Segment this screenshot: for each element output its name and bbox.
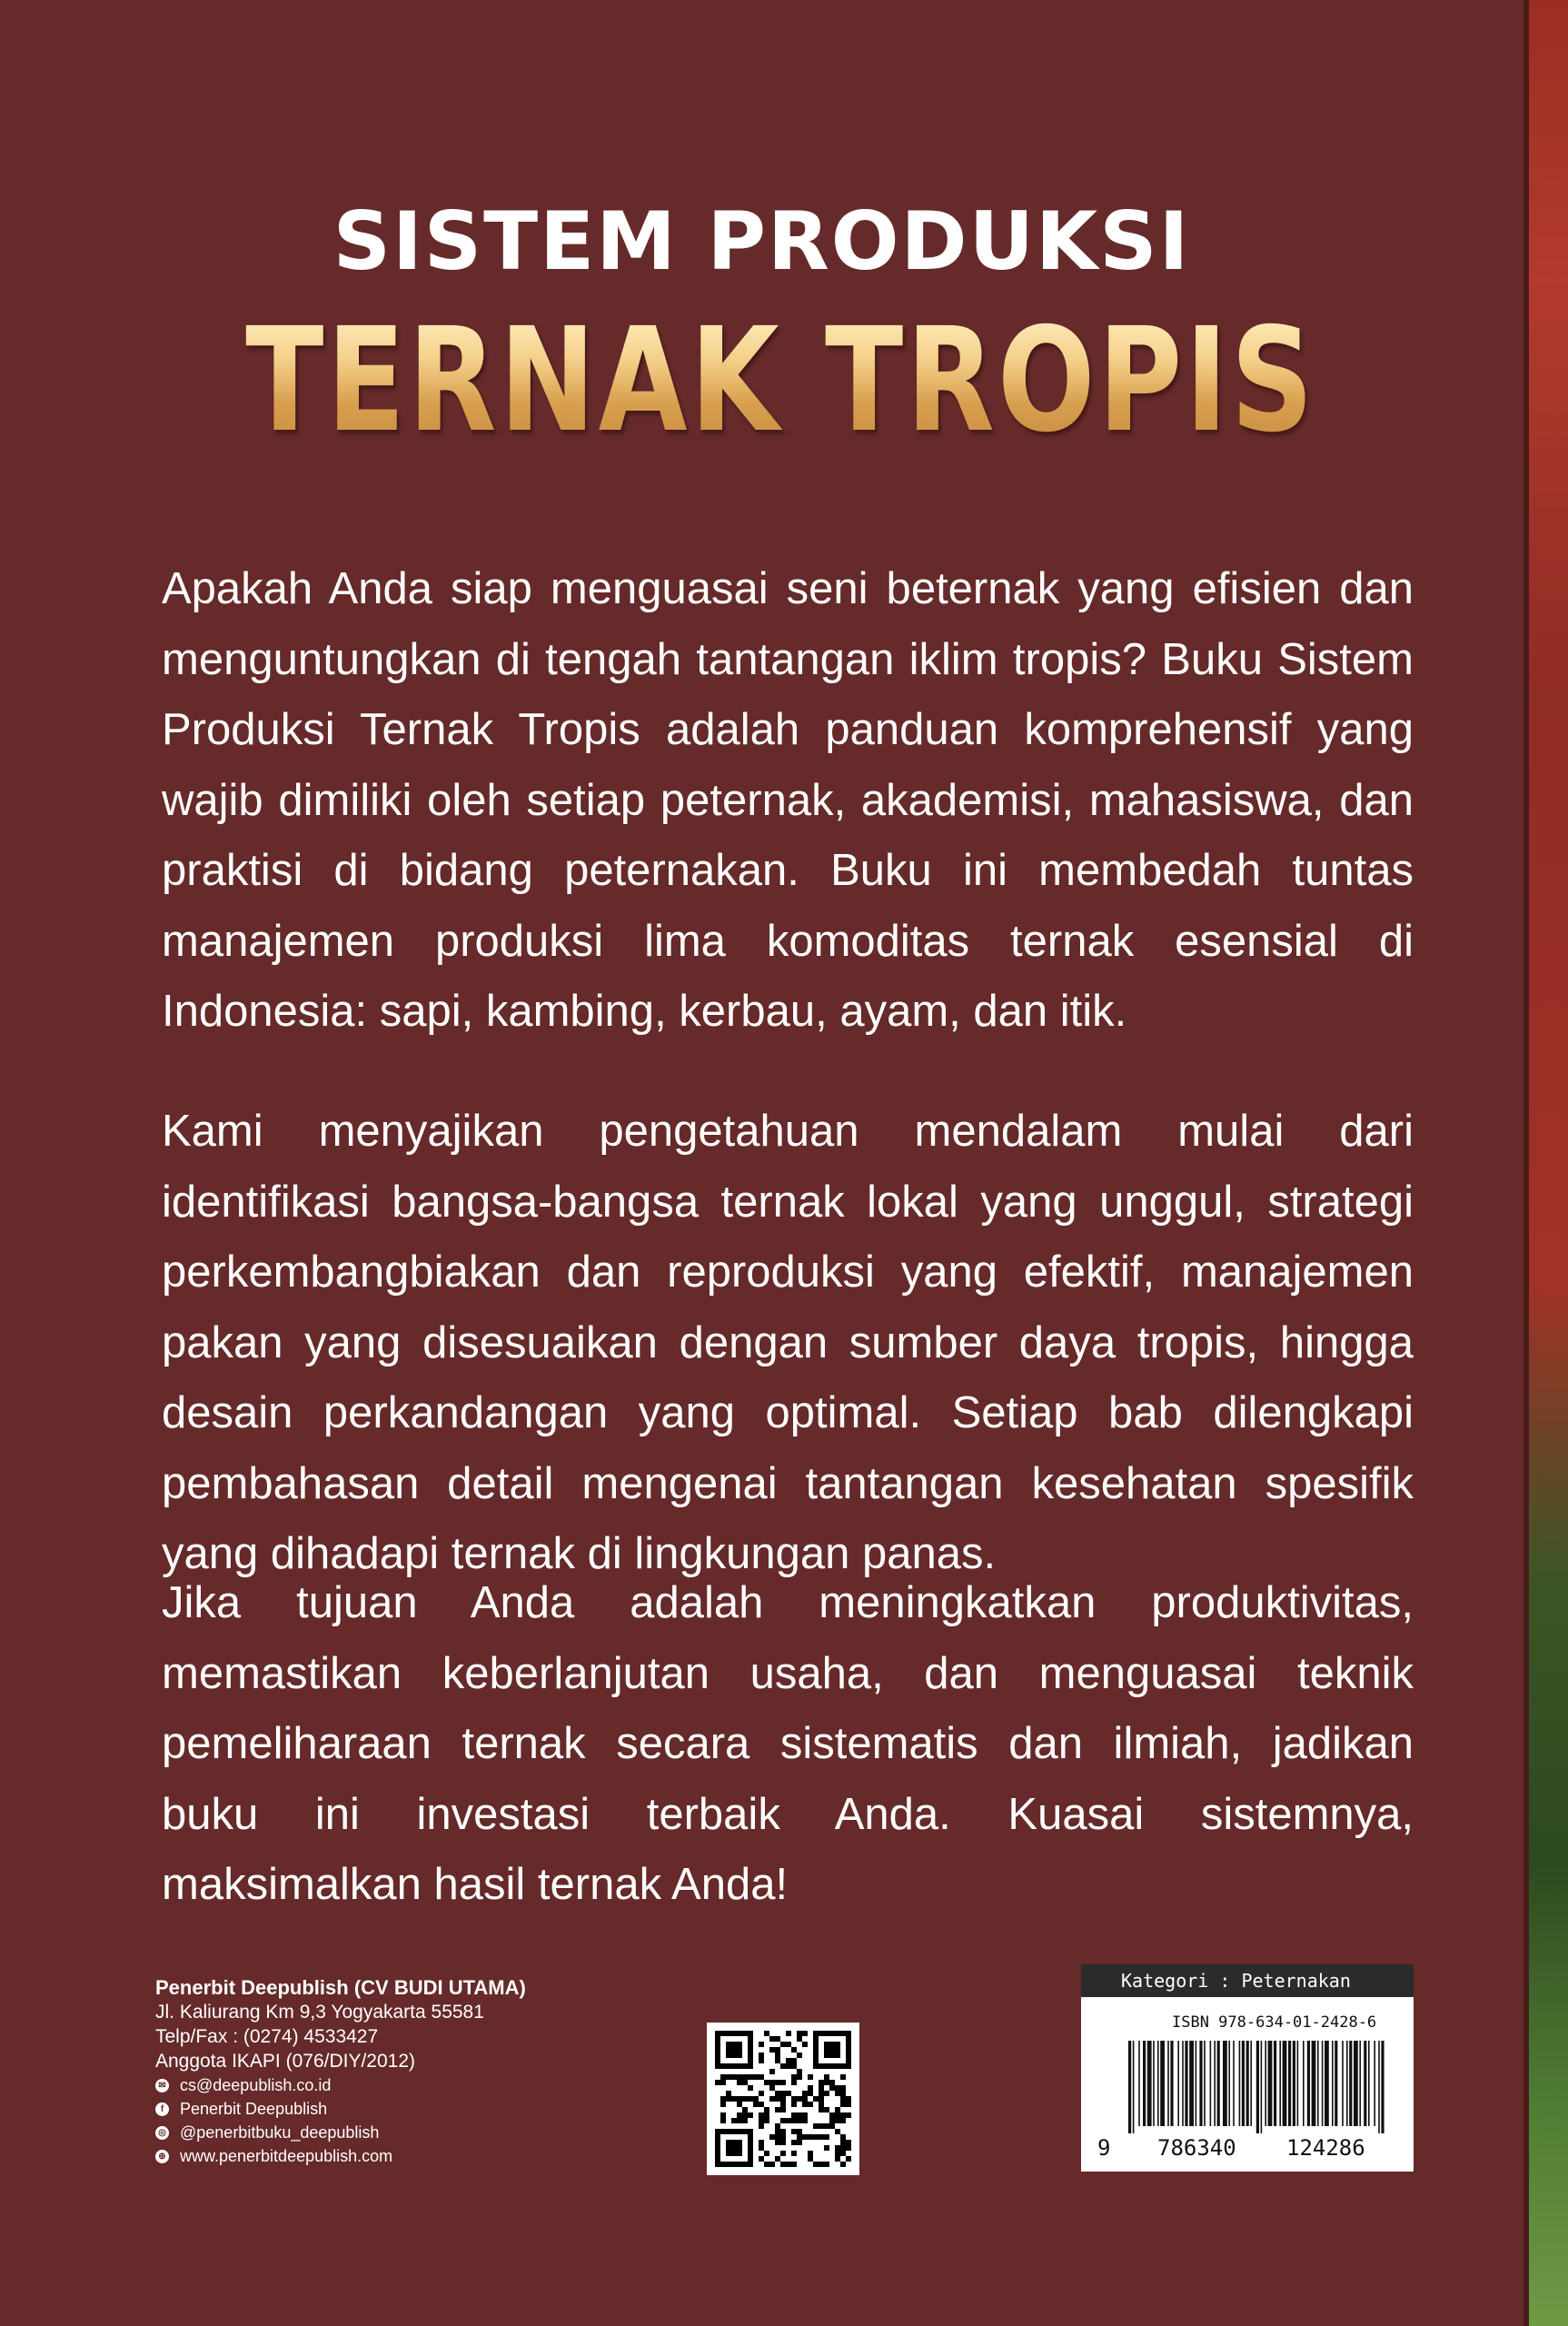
qr-module [819,2091,824,2096]
qr-module [840,2145,846,2151]
qr-module [769,2085,775,2091]
qr-module [780,2102,786,2107]
barcode-bar [1293,2041,1295,2126]
barcode-bar [1288,2041,1291,2126]
qr-module [835,2091,840,2096]
publisher-phone: Telp/Fax : (0274) 4533427 [155,2026,379,2047]
qr-module [769,2036,775,2042]
qr-module [840,2140,846,2145]
qr-module [764,2118,769,2123]
qr-module [753,2102,759,2107]
publisher-membership: Anggota IKAPI (076/DIY/2012) [155,2051,416,2072]
qr-module [769,2047,775,2053]
qr-module [742,2080,748,2085]
qr-module [840,2085,846,2091]
barcode-bar [1307,2041,1310,2126]
qr-module [819,2107,824,2112]
qr-module [835,2156,840,2162]
qr-module [846,2156,851,2162]
qr-module [759,2123,764,2129]
qr-module [835,2145,840,2151]
barcode-bar [1246,2041,1249,2126]
qr-module [786,2162,791,2167]
category-label [1081,1964,1414,1997]
qr-module [769,2069,775,2074]
qr-module [846,2102,851,2107]
qr-module [720,2074,726,2080]
barcode-bars [1128,2041,1384,2133]
qr-module [813,2123,819,2129]
qr-module [720,2080,726,2085]
qr-module [802,2112,808,2118]
qr-module [824,2107,829,2112]
qr-module [775,2080,780,2085]
qr-module [720,2102,726,2107]
blurb-paragraph-1: Apakah Anda siap menguasai seni beternak yang efisien dan menguntungkan di tengah tantangan iklim tropis? Buku Sistem Produksi Ternak Tropis adalah panduan komprehensif yang wajib dimiliki oleh setiap peternak, akademisi, mahasiswa, dan praktisi di bidang peternakan. Buku ini membedah tuntas manajemen produksi lima komoditas ternak esensial di Indonesia: sapi, kambing, kerbau, ayam, dan itik. [162,564,1414,1036]
barcode-bar [1182,2041,1184,2126]
qr-module [775,2123,780,2129]
barcode-bar [1204,2041,1206,2126]
qr-module [759,2118,764,2123]
qr-module [742,2118,748,2123]
barcode-bar [1143,2041,1146,2126]
qr-module [742,2096,748,2102]
qr-module [775,2091,780,2096]
qr-module [819,2080,824,2085]
qr-module [769,2134,775,2140]
qr-module [780,2042,786,2047]
qr-module [775,2036,780,2042]
qr-module [748,2074,753,2080]
qr-module [808,2134,813,2140]
qr-module [797,2118,802,2123]
barcode-bar [1233,2041,1235,2126]
qr-module [829,2112,835,2118]
qr-module [846,2140,851,2145]
barcode-bar [1133,2041,1135,2133]
qr-module [824,2123,829,2129]
qr-module [797,2096,802,2102]
qr-module [835,2085,840,2091]
qr-module [846,2096,851,2102]
barcode-bar [1368,2041,1370,2126]
qr-module [731,2096,737,2102]
qr-module [786,2058,791,2063]
qr-module [726,2091,731,2096]
qr-module [797,2134,802,2140]
qr-module [791,2102,797,2107]
qr-module [802,2102,808,2107]
qr-module [797,2074,802,2080]
cover-edge-strip [1523,0,1568,2326]
qr-module [759,2140,764,2145]
qr-module [802,2096,808,2102]
qr-module [764,2112,769,2118]
qr-module [742,2074,748,2080]
qr-module [819,2096,824,2102]
qr-module [775,2134,780,2140]
qr-module [791,2080,797,2085]
qr-module [764,2107,769,2112]
qr-module [726,2074,731,2080]
isbn-number: ISBN 978-634-01-2428-6 [1172,2013,1377,2032]
barcode-bar [1153,2041,1155,2126]
qr-module [759,2145,764,2151]
qr-module [824,2091,829,2096]
barcode-bar [1265,2041,1266,2126]
qr-module [797,2129,802,2134]
qr-module [759,2053,764,2058]
qr-module [720,2112,726,2118]
qr-module [797,2053,802,2058]
qr-module [737,2102,742,2107]
barcode-bar [1223,2041,1227,2126]
qr-module [813,2096,819,2102]
qr-module [780,2080,786,2085]
qr-module [808,2156,813,2162]
qr-module [819,2162,824,2167]
barcode-bar [1335,2041,1337,2126]
barcode-right-digits: 124286 [1286,2135,1365,2161]
barcode-bar [1210,2041,1212,2126]
qr-module [791,2074,797,2080]
qr-module [780,2140,786,2145]
qr-module [780,2129,786,2134]
barcode-bar [1147,2041,1152,2126]
qr-module [775,2058,780,2063]
barcode-bar [1167,2041,1169,2126]
qr-module [829,2118,835,2123]
qr-module [835,2151,840,2156]
barcode-bar [1354,2041,1358,2126]
qr-module [819,2102,824,2107]
qr-module [802,2042,808,2047]
qr-module [775,2096,780,2102]
qr-module [846,2145,851,2151]
qr-code-pattern [707,2023,859,2175]
barcode-bar [1374,2041,1375,2126]
qr-module [829,2123,835,2129]
qr-module [731,2074,737,2080]
barcode-bar [1342,2041,1344,2126]
qr-module [775,2156,780,2162]
qr-module [786,2031,791,2036]
barcode-bar [1185,2041,1187,2126]
barcode-bar [1170,2041,1173,2126]
qr-module [808,2151,813,2156]
qr-module [840,2091,846,2096]
barcode-bar [1279,2041,1281,2126]
barcode-bar [1256,2041,1259,2133]
publisher-name: Penerbit Deepublish (CV BUDI UTAMA) [155,1976,526,1999]
qr-module [840,2151,846,2156]
qr-module [802,2118,808,2123]
qr-module [720,2096,726,2102]
barcode-bar [1283,2041,1287,2126]
qr-module [764,2151,769,2156]
qr-module [780,2134,786,2140]
qr-module [835,2107,840,2112]
instagram-icon: ◎ [155,2126,169,2140]
qr-module [808,2074,813,2080]
barcode-bar [1359,2041,1361,2126]
contact-website [155,2144,526,2168]
category-text: Kategori : Peternakan [1121,1970,1351,1992]
barcode-bar [1189,2041,1194,2126]
qr-module [840,2112,846,2118]
qr-module [797,2031,802,2036]
qr-module [819,2123,824,2129]
barcode-bar [1312,2041,1316,2126]
qr-module [797,2036,802,2042]
qr-module [731,2118,737,2123]
qr-module [791,2047,797,2053]
qr-module [791,2118,797,2123]
barcode-bar [1297,2041,1299,2126]
qr-module [835,2118,840,2123]
barcode-bar [1250,2041,1252,2126]
qr-module [786,2118,791,2123]
qr-finder-center [824,2042,840,2058]
email-icon: ✉ [155,2079,169,2092]
barcode-bar [1349,2041,1352,2126]
qr-module [780,2162,786,2167]
qr-module [759,2102,764,2107]
qr-module [742,2112,748,2118]
qr-module [737,2112,742,2118]
barcode-bar [1378,2041,1380,2133]
qr-module [791,2151,797,2156]
qr-module [791,2112,797,2118]
qr-module [737,2080,742,2085]
barcode-bar [1322,2041,1324,2126]
qr-finder-center [726,2042,742,2058]
qr-finder-center [726,2140,742,2156]
qr-module [829,2080,835,2085]
isbn-barcode [1081,1997,1414,2172]
title-line-2: TERNAK TROPIS [154,309,1408,452]
barcode-bar [1214,2041,1216,2126]
qr-module [802,2031,808,2036]
barcode-bar [1332,2041,1334,2126]
barcode-bar [1274,2041,1276,2126]
qr-module [802,2134,808,2140]
barcode-bar [1196,2041,1197,2126]
qr-module [829,2085,835,2091]
qr-module [791,2063,797,2069]
qr-module [759,2112,764,2118]
blurb-paragraph-2: Kami menyajikan pengetahuan mendalam mulai dari identifikasi bangsa-bangsa ternak lokal yang unggul, strategi perkembangbiakan dan reproduksi yang efektif, manajemen pakan yang disesuaikan dengan sumber daya tropis, hingga desain perkandangan yang optimal. Setiap bab dilengkapi pembahasan detail mengenai tantangan kesehatan spesifik yang dihadapi ternak di lingkungan panas. [162,1107,1414,1578]
qr-module [780,2151,786,2156]
qr-module [737,2096,742,2102]
qr-module [780,2107,786,2112]
qr-module [835,2129,840,2134]
barcode-bar [1128,2041,1131,2133]
qr-module [753,2096,759,2102]
qr-module [737,2074,742,2080]
qr-code [707,2023,859,2175]
qr-module [764,2031,769,2036]
qr-module [769,2096,775,2102]
qr-module [715,2080,720,2085]
qr-module [769,2080,775,2085]
qr-module [840,2134,846,2140]
barcode-first-digit: 9 [1097,2135,1111,2161]
qr-module [753,2074,759,2080]
barcode-bar [1239,2041,1241,2126]
qr-module [835,2112,840,2118]
qr-module [764,2162,769,2167]
qr-module [780,2096,786,2102]
qr-module [780,2063,786,2069]
qr-module [824,2162,829,2167]
barcode-left-digits: 786340 [1157,2135,1236,2161]
barcode-bar [1228,2041,1230,2126]
qr-module [742,2107,748,2112]
qr-module [764,2080,769,2085]
qr-module [759,2042,764,2047]
qr-module [840,2102,846,2107]
qr-module [797,2140,802,2145]
qr-module [791,2162,797,2167]
barcode-bar [1160,2041,1165,2126]
qr-module [824,2134,829,2140]
qr-module [808,2085,813,2091]
barcode-bar [1177,2041,1179,2126]
facebook-icon: f [155,2102,169,2116]
qr-module [726,2096,731,2102]
qr-module [786,2091,791,2096]
barcode-bar [1346,2041,1348,2126]
qr-module [720,2118,726,2123]
contact-email-text: cs@deepublish.co.id [180,2076,332,2094]
qr-module [759,2156,764,2162]
qr-module [824,2145,829,2151]
qr-module [748,2085,753,2091]
qr-module [775,2053,780,2058]
barcode-bar [1303,2041,1305,2126]
qr-module [786,2063,791,2069]
qr-module [759,2058,764,2063]
contact-email [155,2073,526,2097]
qr-module [775,2129,780,2134]
qr-module [748,2112,753,2118]
qr-module [797,2069,802,2074]
qr-module [769,2162,775,2167]
qr-module [824,2080,829,2085]
qr-module [791,2096,797,2102]
barcode-bar [1157,2041,1159,2126]
qr-module [786,2042,791,2047]
barcode-bar [1325,2041,1329,2126]
qr-module [737,2118,742,2123]
contact-instagram-text: @penerbitbuku_deepublish [180,2123,380,2142]
qr-module [775,2107,780,2112]
qr-module [819,2134,824,2140]
barcode-bar [1242,2041,1245,2126]
qr-module [808,2102,813,2107]
qr-module [819,2085,824,2091]
publisher-address: Jl. Kaliurang Km 9,3 Yogyakarta 55581 [155,2002,484,2023]
qr-module [840,2074,846,2080]
qr-module [802,2091,808,2096]
qr-module [780,2118,786,2123]
barcode-bar [1199,2041,1202,2126]
contact-instagram [155,2121,526,2144]
publisher-info [155,1975,526,2168]
barcode-bar [1317,2041,1319,2126]
qr-module [813,2162,819,2167]
qr-module [759,2091,764,2096]
qr-module [846,2112,851,2118]
globe-icon: ⊕ [155,2150,169,2163]
barcode-bar [1381,2041,1384,2133]
qr-module [797,2112,802,2118]
blurb-paragraph-3: Jika tujuan Anda adalah meningkatkan produktivitas, memastikan keberlanjutan usaha, dan menguasai teknik pemeliharaan ternak secara sistematis dan ilmiah, jadikan buku ini investasi terbaik Anda. Kuasai sistemnya, maksimalkan hasil ternak Anda! [162,1578,1414,1909]
contact-website-text: www.penerbitdeepublish.com [180,2147,393,2165]
qr-module [791,2129,797,2134]
qr-module [808,2091,813,2096]
barcode-bar [1364,2041,1366,2126]
barcode-bar [1261,2041,1263,2133]
qr-module [780,2091,786,2096]
qr-module [840,2096,846,2102]
qr-module [791,2058,797,2063]
qr-module [840,2162,846,2167]
qr-module [791,2140,797,2145]
qr-module [759,2074,764,2080]
barcode-bar [1268,2041,1273,2126]
qr-module [775,2140,780,2145]
contact-facebook-text: Penerbit Deepublish [180,2100,328,2118]
qr-module [824,2074,829,2080]
qr-module [775,2047,780,2053]
title-line-1: SISTEM PRODUKSI [332,194,1191,288]
barcode-bar [1217,2041,1220,2126]
contact-facebook [155,2097,526,2121]
qr-module [813,2134,819,2140]
barcode-bar [1138,2041,1140,2126]
qr-module [840,2118,846,2123]
qr-module [748,2096,753,2102]
